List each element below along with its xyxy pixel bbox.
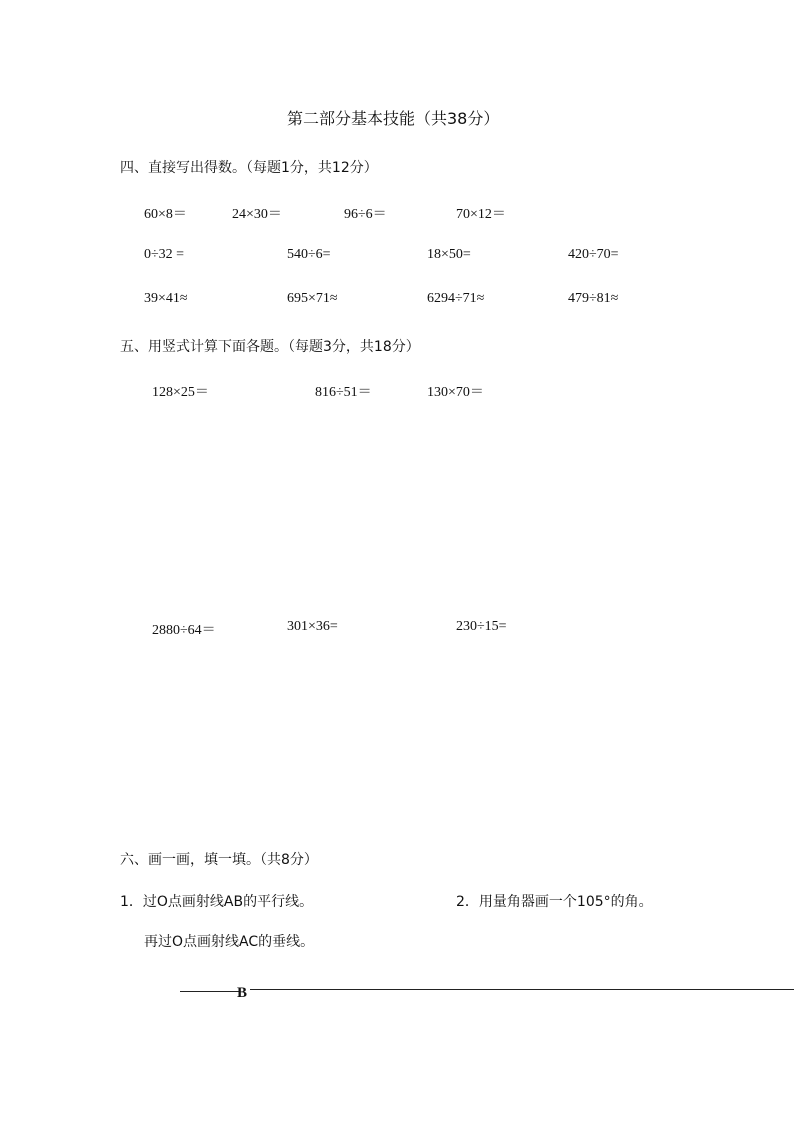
q1-instruction-line-2: 再过O点画射线AC的垂线。 [144, 934, 315, 950]
s5-r1-item-2: 816÷51＝ [315, 385, 372, 400]
s4-r2-item-1: 0÷32 = [144, 247, 185, 262]
q1-instruction-line-1: 1．过O点画射线AB的平行线。 [120, 894, 314, 910]
s4-r2-item-4: 420÷70= [568, 247, 619, 262]
s4-r3-item-2: 695×71≈ [287, 291, 338, 306]
section-5-heading: 五、用竖式计算下面各题。（每题3分，共18分） [120, 339, 420, 355]
s4-r2-item-2: 540÷6= [287, 247, 331, 262]
s5-r2-item-3: 230÷15= [456, 619, 507, 634]
page-title: 第二部分基本技能（共38分） [287, 109, 500, 128]
s4-r2-item-3: 18×50= [427, 247, 471, 262]
s4-r3-item-1: 39×41≈ [144, 291, 188, 306]
ray-line-ab [250, 989, 794, 990]
s4-r1-item-3: 96÷6＝ [344, 207, 387, 222]
section-6-heading: 六、画一画，填一填。（共8分） [120, 852, 318, 868]
s4-r1-item-4: 70×12＝ [456, 207, 506, 222]
s4-r1-item-2: 24×30＝ [232, 207, 282, 222]
s5-r1-item-1: 128×25＝ [152, 385, 209, 400]
s4-r3-item-4: 479÷81≈ [568, 291, 619, 306]
section-4-heading: 四、直接写出得数。（每题1分，共12分） [120, 160, 378, 176]
s5-r1-item-3: 130×70＝ [427, 385, 484, 400]
s5-r2-item-1: 2880÷64＝ [152, 623, 216, 638]
s4-r3-item-3: 6294÷71≈ [427, 291, 485, 306]
s4-r1-item-1: 60×8＝ [144, 207, 187, 222]
q2-instruction: 2．用量角器画一个105°的角。 [456, 894, 653, 910]
point-b-label: B [237, 985, 248, 1001]
ray-line-left [180, 991, 240, 992]
s5-r2-item-2: 301×36= [287, 619, 338, 634]
